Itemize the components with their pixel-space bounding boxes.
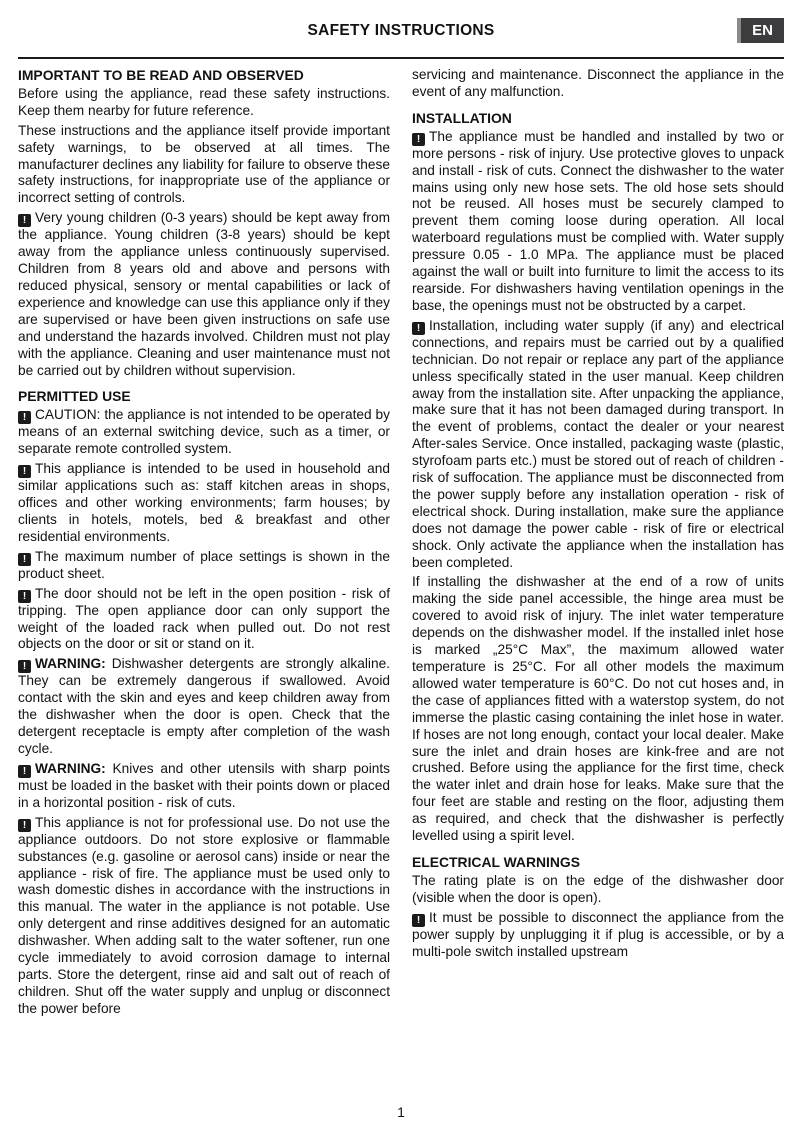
paragraph-text: Very young children (0-3 years) should be kept away from the appliance. Young children (3-8 years) should be kept away from the appliance unless continuously supervised. Children from 8 years old and above and persons with reduced physical, sensory or mental capabilities or lack of experience and knowledge can use this appliance only if they are supervised or have been given instructions on safe use and understand the hazards involved. Children must not play with the appliance. Cleaning and user maintenance must not be carried out by children without supervision. — [18, 210, 390, 378]
warning-icon: ! — [18, 214, 31, 227]
paragraph-text: These instructions and the appliance itself provide important safety warnings, to be observed at all times. The manufacturer declines any liability for failure to observe these safety instructions, for inappropriate use of the appliance or incorrect setting of controls. — [18, 122, 390, 206]
section-heading-installation: INSTALLATION — [412, 109, 512, 126]
page-number: 1 — [397, 1104, 405, 1120]
body-paragraph — [412, 67, 784, 101]
header-divider — [18, 57, 784, 59]
paragraph-text: CAUTION: the appliance is not intended to be operated by means of an external switching device, such as a timer, or separate remote controlled system. — [18, 407, 390, 457]
paragraph-text: Dishwasher detergents are strongly alkaline. They can be extremely dangerous if swallowed. Avoid contact with the skin and eyes and keep children away from the dishwasher when the door is open. Check that the detergent receptacle is empty after completion of the wash cycle. — [18, 656, 390, 756]
warning-icon: ! — [18, 819, 31, 832]
paragraph-text: servicing and maintenance. Disconnect the appliance in the event of any malfunction. — [412, 67, 784, 99]
paragraph-text: The rating plate is on the edge of the dishwasher door (visible when the door is open). — [412, 872, 784, 905]
page-title: SAFETY INSTRUCTIONS — [307, 22, 495, 39]
warning-paragraph — [412, 318, 784, 572]
paragraph-text: The door should not be left in the open position - risk of tripping. The open appliance door can only support the weight of the loaded rack when pulled out. Do not rest objects on the door or sit or stand on it. — [18, 585, 390, 652]
paragraph-text: Installation, including water supply (if any) and electrical connections, and repairs must be carried out by a qualified technician. Do not repair or replace any part of the appliance unless specifically stated in the user manual. Keep children away from the installation site. After unpacking the appliance, make sure that it has not been damaged during transport. In the event of problems, contact the dealer or your nearest After-sales Service. Once installed, packaging waste (plastic, styrofoam parts etc.) must be stored out of reach of children - risk of suffocation. The appliance must be disconnected from the power supply before any installation operation - risk of electrical shock. During installation, make sure the appliance does not damage the power cable - risk of fire or electrical shock. Only activate the appliance when the installation has been completed. — [412, 317, 784, 570]
warning-paragraph — [18, 549, 390, 583]
warning-paragraph — [412, 910, 784, 961]
language-badge: EN — [737, 18, 784, 43]
warning-icon: ! — [412, 914, 425, 927]
warning-paragraph — [18, 461, 390, 546]
paragraph-text: Knives and other utensils with sharp points must be loaded in the basket with their points down or placed in a horizontal position - risk of cuts. — [18, 760, 390, 810]
two-column-body — [18, 67, 784, 1021]
warning-icon: ! — [18, 660, 31, 673]
paragraph-text: The maximum number of place settings is shown in the product sheet. — [18, 548, 390, 581]
warning-icon: ! — [18, 765, 31, 778]
body-paragraph — [412, 873, 784, 907]
warning-icon: ! — [18, 465, 31, 478]
warning-icon: ! — [18, 590, 31, 603]
paragraph-text: Before using the appliance, read these safety instructions. Keep them nearby for future reference. — [18, 85, 390, 118]
warning-icon: ! — [412, 133, 425, 146]
warning-paragraph — [18, 586, 390, 654]
section-heading-permitted-use: PERMITTED USE — [18, 388, 131, 405]
warning-label: WARNING: — [35, 760, 106, 776]
body-paragraph — [18, 123, 390, 208]
warning-icon: ! — [18, 411, 31, 424]
right-column — [412, 67, 784, 1021]
left-column — [18, 67, 390, 1021]
warning-paragraph — [18, 815, 390, 1018]
page-header — [18, 12, 784, 52]
warning-icon: ! — [412, 322, 425, 335]
body-paragraph — [412, 574, 784, 845]
section-heading-electrical-warnings: ELECTRICAL WARNINGS — [412, 853, 580, 870]
warning-paragraph — [18, 761, 390, 812]
paragraph-text: It must be possible to disconnect the appliance from the power supply by unplugging it if plug is accessible, or by a multi-pole switch installed upstream — [412, 909, 784, 959]
warning-icon: ! — [18, 553, 31, 566]
paragraph-text: If installing the dishwasher at the end of a row of units making the side panel accessible, the hinge area must be covered to avoid risk of injury. The inlet water temperature depends on the dishwasher model. If the installed inlet hose is marked „25°C Max”, the maximum allowed water temperature is 25°C. For all other models the maximum allowed water temperature is 60°C. Do not cut hoses and, in the case of appliances fitted with a waterstop system, do not immerse the plastic casing containing the inlet hose in water. If hoses are not long enough, contact your local dealer. Make sure the inlet and drain hoses are kink-free and are not crushed. Before using the appliance for the first time, check the water inlet and drain hose for leaks. Make sure that the four feet are stable and resting on the floor, adjusting them as required, and check that the dishwasher is perfectly levelled using a spirit level. — [412, 574, 784, 844]
warning-paragraph — [18, 656, 390, 758]
paragraph-text: This appliance is not for professional use. Do not use the appliance outdoors. Do not store explosive or flammable substances (e.g. gasoline or aerosol cans) inside or near the appliance - risk of fire. The appliance must be used only to wash domestic dishes in accordance with the instructions in this manual. The water in the appliance is not potable. Use only detergent and rinse additives designed for an automatic dishwasher. When adding salt to the water softener, run one cycle immediately to avoid corrosion damage to internal parts. Store the detergent, rinse aid and salt out of reach of children. Shut off the water supply and unplug or disconnect the power before — [18, 814, 390, 1016]
body-paragraph — [18, 86, 390, 120]
section-heading-important: IMPORTANT TO BE READ AND OBSERVED — [18, 67, 304, 83]
warning-label: WARNING: — [35, 656, 106, 672]
warning-paragraph — [412, 129, 784, 315]
paragraph-text: The appliance must be handled and installed by two or more persons - risk of injury. Use protective gloves to unpack and install - risk of cuts. Connect the dishwasher to the water mains using only new hose sets. The old hose sets should not be reused. All hoses must be securely clamped to prevent them coming loose during operation. All local waterboard regulations must be complied with. Water supply pressure 0.05 - 1.0 MPa. The appliance must be placed against the wall or built into furniture to limit the access to its rearside. For dishwashers having ventilation openings in the base, the openings must not be obstructed by a carpet. — [412, 128, 784, 313]
paragraph-text: This appliance is intended to be used in household and similar applications such as: staff kitchen areas in shops, offices and other working environments; farm houses; by clients in hotels, motels, bed & breakfast and other residential environments. — [18, 461, 390, 544]
warning-paragraph — [18, 210, 390, 379]
warning-paragraph — [18, 407, 390, 458]
